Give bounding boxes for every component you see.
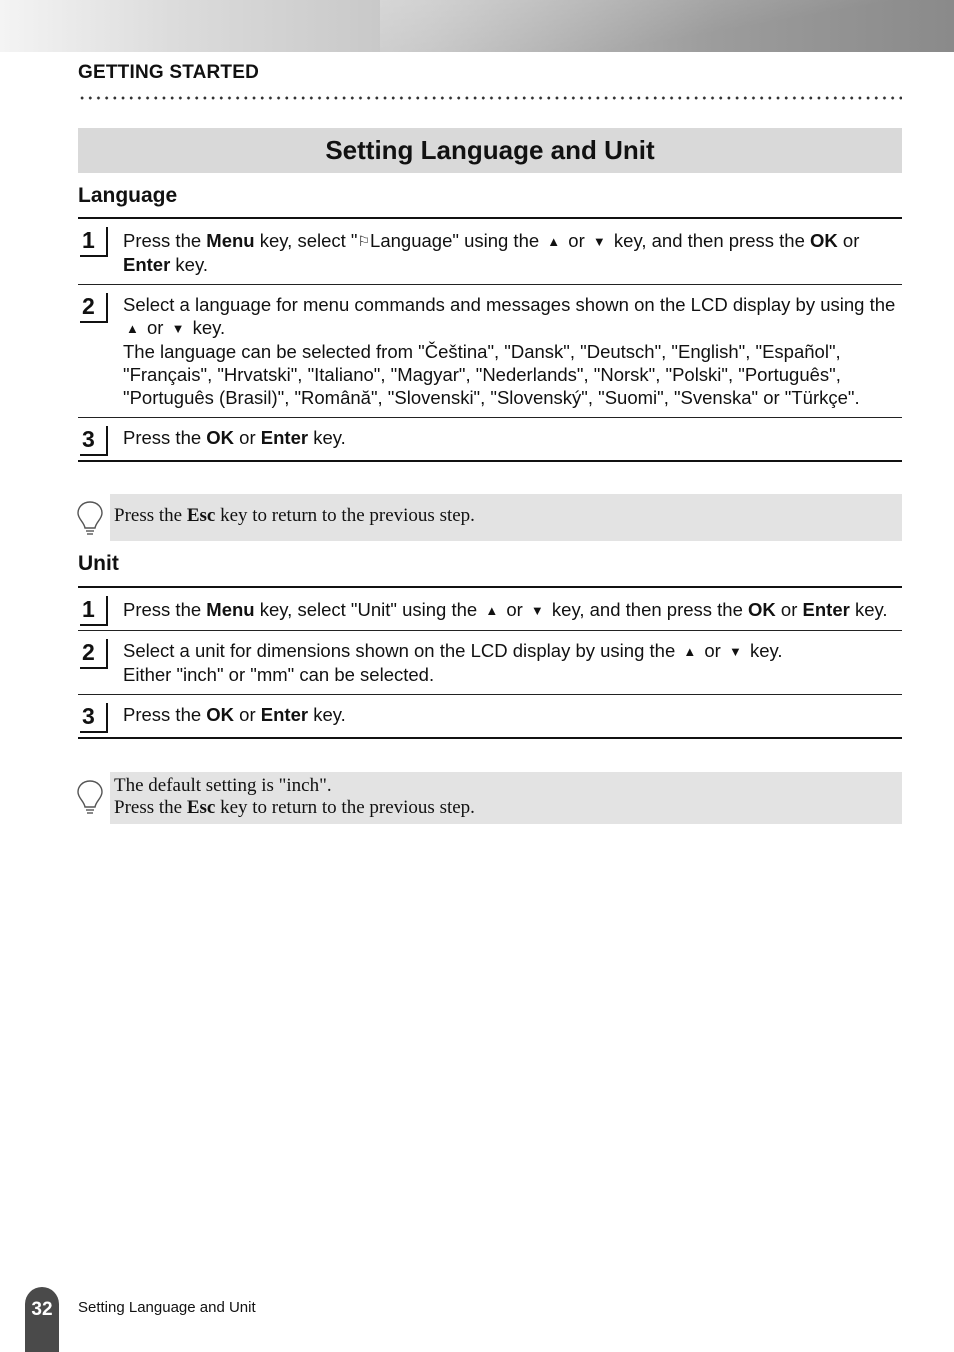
unit-step-3 bbox=[78, 694, 902, 737]
footer-label: Setting Language and Unit bbox=[78, 1299, 256, 1316]
unit-step-2 bbox=[78, 630, 902, 694]
page-number: 32 bbox=[31, 1299, 53, 1320]
flag-icon: ⚐ bbox=[357, 233, 371, 249]
step-number: 1 bbox=[82, 596, 104, 622]
step-text: Press the Menu key, select "Unit" using the ▲ or ▼ key, and then press the OK or Enter key. bbox=[123, 599, 888, 620]
top-banner bbox=[0, 0, 954, 52]
step-number: 2 bbox=[82, 639, 104, 665]
language-step-1 bbox=[78, 219, 902, 284]
up-arrow-icon: ▲ bbox=[126, 321, 139, 336]
lightbulb-icon bbox=[76, 500, 104, 538]
step-number: 2 bbox=[82, 293, 104, 319]
up-arrow-icon: ▲ bbox=[683, 644, 697, 659]
step-number: 3 bbox=[82, 703, 104, 729]
step-text: Press the Menu key, select "⚐Language" using the ▲ or ▼ key, and then press the OK or Enter key. bbox=[123, 230, 860, 275]
step-text: Press the OK or Enter key. bbox=[123, 427, 346, 448]
unit-step-1 bbox=[78, 588, 902, 630]
step-number: 1 bbox=[82, 227, 104, 253]
lightbulb-icon bbox=[76, 779, 104, 817]
language-step-3 bbox=[78, 417, 902, 460]
page-title: Setting Language and Unit bbox=[325, 135, 655, 165]
language-step-2 bbox=[78, 284, 902, 417]
step-text: Select a unit for dimensions shown on the LCD display by using the ▲ or ▼ key. Either "inch" or "mm" can be selected. bbox=[123, 640, 783, 685]
language-steps bbox=[78, 217, 902, 462]
dotted-divider bbox=[78, 96, 902, 100]
unit-heading: Unit bbox=[78, 552, 119, 575]
language-heading: Language bbox=[78, 184, 178, 207]
step-text: Press the OK or Enter key. bbox=[123, 704, 346, 725]
step-text: Select a language for menu commands and messages shown on the LCD display by using the ▲ or ▼ key. The language can be selected from "Čeština", "Dansk", "Deutsch", "English", "Español", "Français", "Hrvatski", "Italiano", "Magyar", "Nederlands", "Norsk", "Polski", "Português", "Português (Brasil)", "Română", "Slovenski", "Slovenský", "Suomi", "Svenska" or "Türkçe". bbox=[123, 294, 896, 408]
language-note: Press the Esc key to return to the previous step. bbox=[110, 494, 902, 541]
chapter-header: GETTING STARTED bbox=[78, 62, 260, 83]
language-list: The language can be selected from "Čeština", "Dansk", "Deutsch", "English", "Español", "Français", "Hrvatski", "Italiano", "Magyar", "Nederlands", "Norsk", "Polski", "Português", "Português (Brasil)", "Română", "Slovenski", "Slovenský", "Suomi", "Svenska" or "Türkçe". bbox=[123, 341, 860, 408]
step-number: 3 bbox=[82, 426, 104, 452]
up-arrow-icon: ▲ bbox=[547, 234, 561, 249]
down-arrow-icon: ▼ bbox=[592, 234, 606, 249]
page-title-box bbox=[78, 128, 902, 173]
down-arrow-icon: ▼ bbox=[171, 321, 185, 336]
up-arrow-icon: ▲ bbox=[485, 603, 499, 618]
unit-steps bbox=[78, 586, 902, 739]
unit-note: The default setting is "inch". Press the Esc key to return to the previous step. bbox=[110, 772, 902, 824]
down-arrow-icon: ▼ bbox=[530, 603, 544, 618]
page-number-tab bbox=[25, 1287, 59, 1352]
down-arrow-icon: ▼ bbox=[728, 644, 742, 659]
